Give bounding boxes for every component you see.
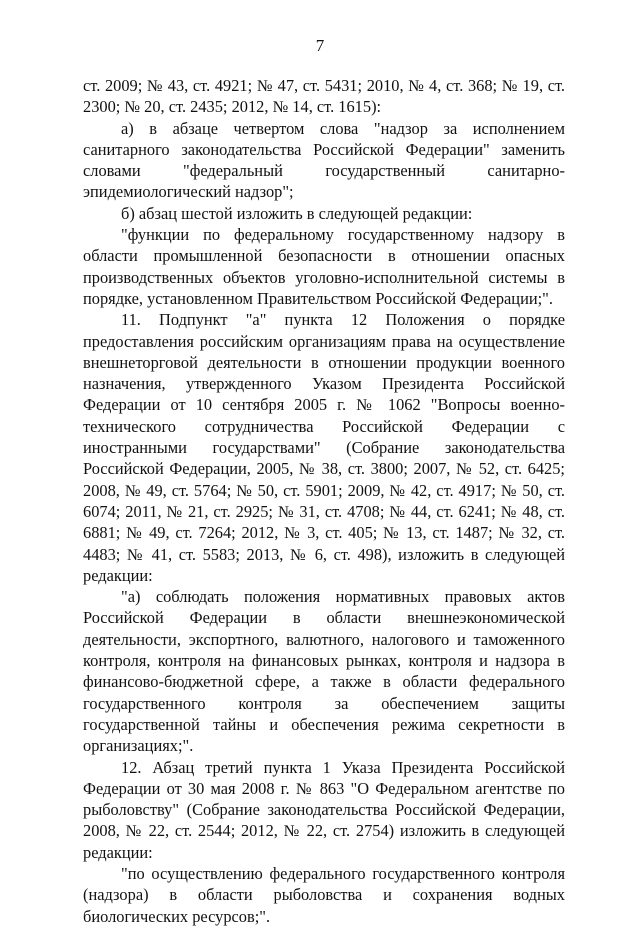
page-number: 7 (315, 36, 325, 55)
paragraph-item-12: 12. Абзац третий пункта 1 Указа Президента Российской Федерации от 30 мая 2008 г. № 863 "О Федеральном агентстве по рыболовству" (Собрание законодательства Российской Федерации, 2008, № 22, ст. 2544; 2012, № 22, ст. 2754) изложить в следующей редакции: (83, 757, 565, 862)
document-body (83, 75, 565, 927)
paragraph-citation-continuation: ст. 2009; № 43, ст. 4921; № 47, ст. 5431; 2010, № 4, ст. 368; № 19, ст. 2300; № 20, ст. 2435; 2012, № 14, ст. 1615): (83, 76, 565, 117)
paragraph-new-wording-functions: "функции по федеральному государственному надзору в области промышленной безопасности в отношении опасных производственных объектов уголовно-исполнительной системы в порядке, установленном Правительством Российской Федерации;". (83, 225, 565, 308)
paragraph-new-wording-subitem-a: "а) соблюдать положения нормативных правовых актов Российской Федерации в области внешнеэкономической деятельности, экспортного, валютного, налогового и таможенного контроля, контроля на финансовых рынках, контроля и надзора в финансово-бюджетной сфере, а также в области федерального государственного контроля за обеспечением защиты государственной тайны и обеспечения режима секретности в организациях;". (83, 587, 565, 756)
paragraph-subitem-b: б) абзац шестой изложить в следующей редакции: (121, 203, 473, 223)
paragraph-new-wording-fisheries: "по осуществлению федерального государственного контроля (надзора) в области рыболовства и сохранения водных биологических ресурсов;". (83, 863, 565, 926)
paragraph-subitem-a: а) в абзаце четвертом слова "надзор за исполнением санитарного законодательства Российской Федерации" заменить словами "федеральный государственный санитарно-эпидемиологический надзор"; (83, 118, 565, 202)
paragraph-item-11: 11. Подпункт "а" пункта 12 Положения о порядке предоставления российским организациям права на осуществление внешнеторговой деятельности в отношении продукции военного назначения, утвержденного Указом Президента Российской Федерации от 10 сентября 2005 г. № 1062 "Вопросы военно-технического сотрудничества Российской Федерации с иностранными государствами" (Собрание законодательства Российской Федерации, 2005, № 38, ст. 3800; 2007, № 52, ст. 6425; 2008, № 49, ст. 5764; № 50, ст. 5901; 2009, № 42, ст. 4917; № 50, ст. 6074; 2011, № 21, ст. 2925; № 31, ст. 4708; № 44, ст. 6241; № 48, ст. 6881; № 49, ст. 7264; 2012, № 3, ст. 405; № 13, ст. 1487; № 32, ст. 4483; № 41, ст. 5583; 2013, № 6, ст. 498), изложить в следующей редакции: (83, 310, 565, 585)
